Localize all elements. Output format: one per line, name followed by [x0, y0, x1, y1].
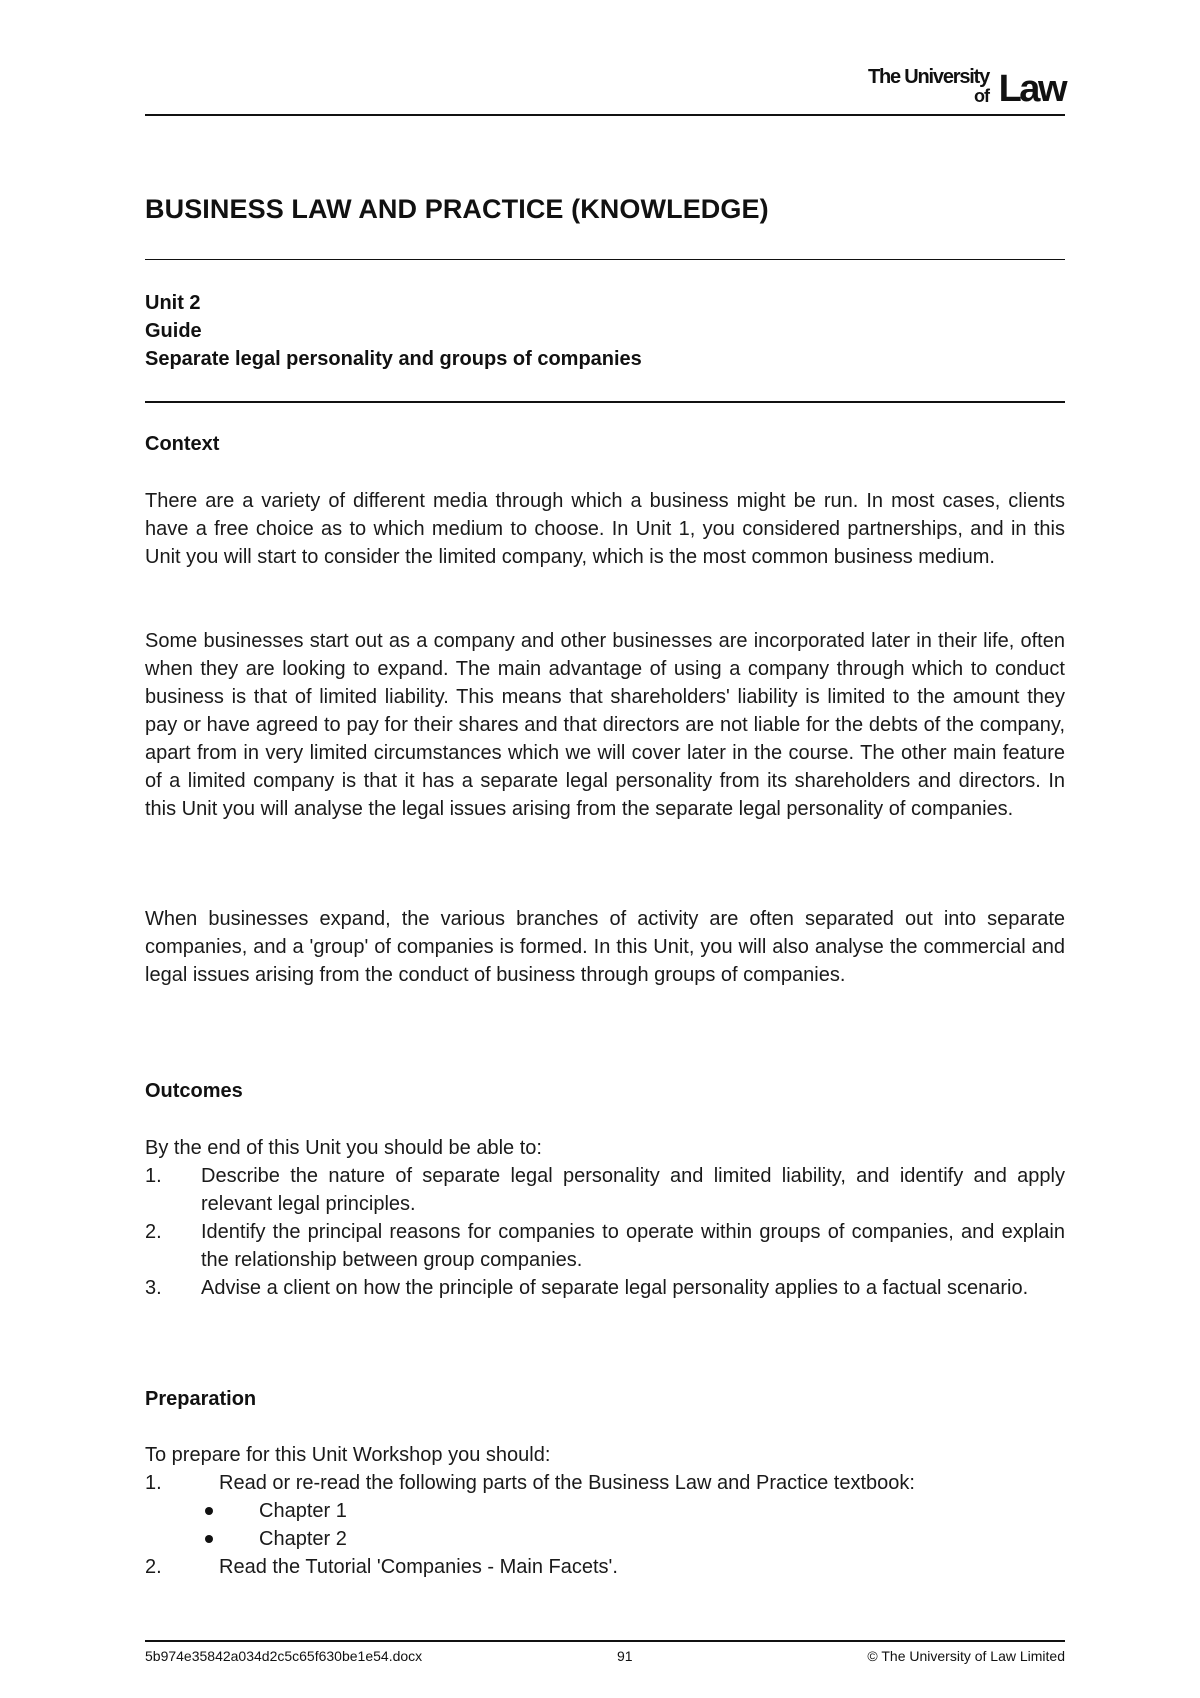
- logo-line1: The University: [867, 66, 989, 88]
- outcome-item: [145, 1162, 1065, 1218]
- preparation-text: Read or re-read the following parts of the Business Law and Practice textbook:: [219, 1472, 915, 1494]
- preparation-list: [145, 1441, 1065, 1581]
- chapter-item: [201, 1525, 1065, 1553]
- chapter-text: Chapter 1: [259, 1500, 347, 1522]
- context-paragraph-1: There are a variety of different media through which a business might be run. In most cases, clients have a free choice as to which medium to choose. In Unit 1, you considered partnerships, and in this Unit you will start to consider the limited company, which is the most common business medium.: [145, 490, 1065, 568]
- footer-copyright: © The University of Law Limited: [867, 1648, 1065, 1664]
- unit-block: [145, 289, 642, 373]
- context-heading: Context: [145, 433, 220, 455]
- preparation-item: [145, 1469, 1065, 1497]
- preparation-heading: Preparation: [145, 1388, 257, 1410]
- bullet-icon: [205, 1535, 213, 1543]
- logo-line2: of: [974, 86, 989, 106]
- document-title: BUSINESS LAW AND PRACTICE (KNOWLEDGE): [145, 194, 769, 224]
- outcome-number: 1.: [145, 1165, 162, 1187]
- preparation-item: [145, 1553, 1065, 1581]
- header-rule: [145, 114, 1065, 116]
- unit-type: Guide: [145, 320, 202, 342]
- outcome-number: 2.: [145, 1221, 162, 1243]
- context-paragraph-3: When businesses expand, the various branches of activity are often separated out into separate companies, and a 'group' of companies is formed. In this Unit, you will also analyse the commercial and legal issues arising from the conduct of business through groups of companies.: [145, 908, 1065, 986]
- context-paragraph-2: Some businesses start out as a company and other businesses are incorporated later in their life, often when they are looking to expand. The main advantage of using a company through which to conduct business is that of limited liability. This means that shareholders' liability is limited to the amount they pay or have agreed to pay for their shares and that directors are not liable for the debts of the company, apart from in very limited circumstances which we will cover later in the course. The other main feature of a limited company is that it has a separate legal personality from its shareholders and directors. In this Unit you will analyse the legal issues arising from the separate legal personality of companies.: [145, 630, 1065, 820]
- title-rule: [145, 259, 1065, 260]
- chapter-item: [201, 1497, 1065, 1525]
- logo-law: Law: [998, 68, 1065, 110]
- outcome-text: Identify the principal reasons for companies to operate within groups of companies, and explain the relationship between group companies.: [201, 1221, 1065, 1271]
- preparation-number: 2.: [145, 1556, 162, 1578]
- preparation-text: Read the Tutorial 'Companies - Main Facets'.: [219, 1556, 618, 1578]
- footer-rule: [145, 1640, 1065, 1642]
- outcomes-list: [145, 1134, 1065, 1302]
- unit-number: Unit 2: [145, 292, 201, 314]
- outcome-item: [145, 1274, 1065, 1302]
- outcomes-intro: By the end of this Unit you should be able to:: [145, 1137, 542, 1159]
- chapter-list: [145, 1497, 1065, 1553]
- chapter-text: Chapter 2: [259, 1528, 347, 1550]
- outcomes-heading: Outcomes: [145, 1080, 243, 1102]
- footer-filename: 5b974e35842a034d2c5c65f630be1e54.docx: [145, 1648, 423, 1664]
- outcome-number: 3.: [145, 1277, 162, 1299]
- outcome-text: Describe the nature of separate legal personality and limited liability, and identify and apply relevant legal principles.: [201, 1165, 1065, 1215]
- preparation-intro: To prepare for this Unit Workshop you should:: [145, 1444, 551, 1466]
- outcome-text: Advise a client on how the principle of separate legal personality applies to a factual scenario.: [201, 1277, 1029, 1299]
- unit-subtitle: Separate legal personality and groups of companies: [145, 348, 642, 370]
- preparation-number: 1.: [145, 1472, 162, 1494]
- bullet-icon: [205, 1507, 213, 1515]
- unit-rule: [145, 401, 1065, 403]
- outcome-item: [145, 1218, 1065, 1274]
- footer-page-number: 91: [617, 1648, 633, 1664]
- university-logo: [855, 66, 1065, 110]
